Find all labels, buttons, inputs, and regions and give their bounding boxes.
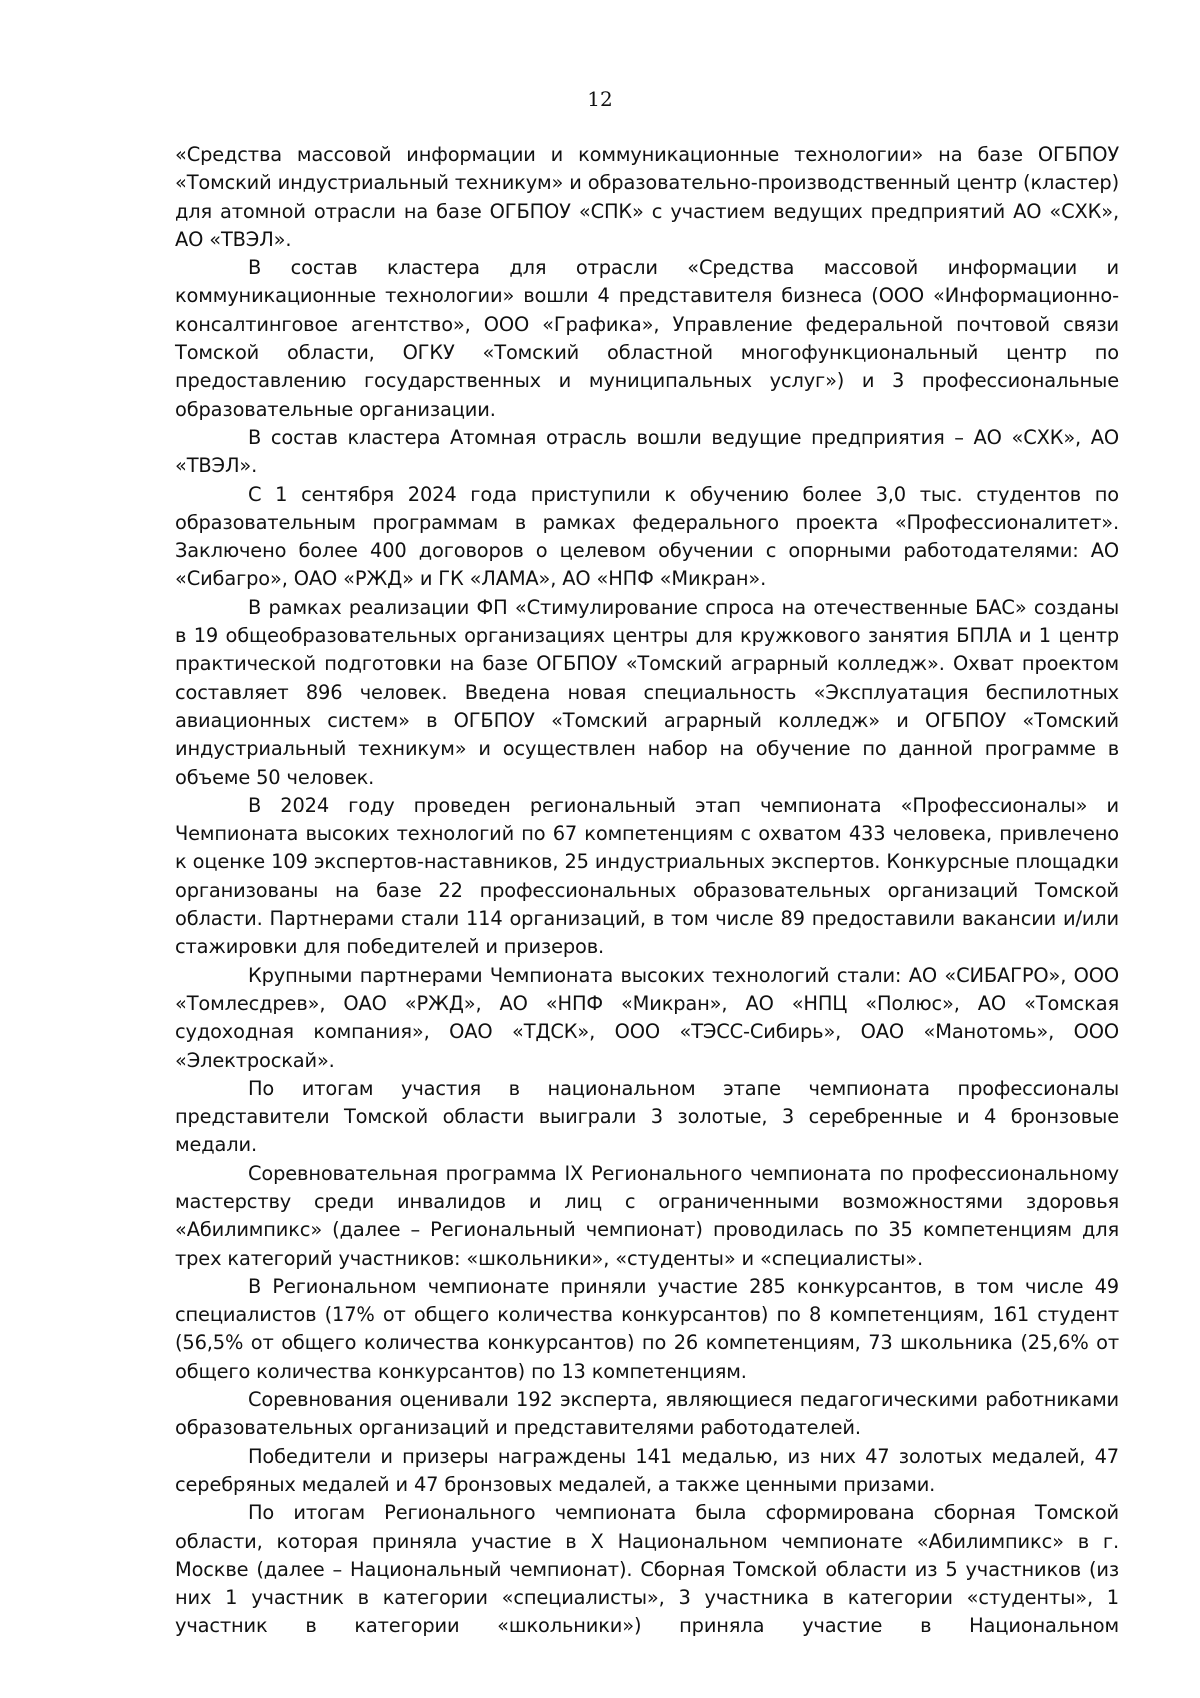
paragraph-abilympics-participants: В Региональном чемпионате приняли участие 285 конкурсантов, в том числе 49 специалистов (17% от общего количества конкурсантов) по 8 компетенциям, 161 студент (56,5% от общего количества конкурсантов) по 26 компетенциям, 73 школьника (25,6% от общего количества конкурсантов) по 13 компетенциям. bbox=[175, 1274, 1119, 1383]
paragraph-national-results: По итогам участия в национальном этапе чемпионата профессионалы представители Томской области выиграли 3 золотые, 3 серебренные и 4 бронзовые медали. bbox=[175, 1076, 1119, 1157]
paragraph-media-cluster-members: В состав кластера для отрасли «Средства массовой информации и коммуникационные технологии» вошли 4 представителя бизнеса (ООО «Информационно-консалтинговое агентство», ООО «Графика», Управление федеральной почтовой связи Томской области, ОГКУ «Томский областной многофункциональный центр по предоставлению государственных и муниципальных услуг») и 3 профессиональные образовательные организации. bbox=[175, 256, 1119, 421]
paragraph-abilympics-program: Соревновательная программа IX Регионального чемпионата по профессиональному мастерству среди инвалидов и лиц с ограниченными возможностями здоровья «Абилимпикс» (далее – Региональный чемпионат) проводилась по 35 компетенциям для трех категорий участников: «школьники», «студенты» и «специалисты». bbox=[175, 1161, 1119, 1270]
paragraph-national-team: По итогам Регионального чемпионата была сформирована сборная Томской области, которая приняла участие в X Национальном чемпионате «Абилимпикс» в г. Москве (далее – Национальный чемпионат). Сборная Томской области из 5 участников (из них 1 участник в категории «специалисты», 3 участника в категории «студенты», 1 участник в категории «школьники») приняла участие в Национальном bbox=[175, 1501, 1119, 1638]
paragraph-drone-project: В рамках реализации ФП «Стимулирование спроса на отечественные БАС» созданы в 19 общеобразовательных организациях центры для кружкового занятия БПЛА и 1 центр практической подготовки на базе ОГБПОУ «Томский аграрный колледж». Охват проектом составляет 896 человек. Введена новая специальность «Эксплуатация беспилотных авиационных систем» в ОГБПОУ «Томский аграрный колледж» и ОГБПОУ «Томский индустриальный техникум» и осуществлен набор на обучение по данной программе в объеме 50 человек. bbox=[175, 595, 1119, 789]
paragraph-medals: Победители и призеры награждены 141 медалью, из них 47 золотых медалей, 47 серебряных медалей и 47 бронзовых медалей, а также ценными призами. bbox=[175, 1444, 1119, 1496]
paragraph-media-cluster-continuation: «Средства массовой информации и коммуникационные технологии» на базе ОГБПОУ «Томский индустриальный техникум» и образовательно-производственный центр (кластер) для атомной отрасли на базе ОГБПОУ «СПК» с участием ведущих предприятий АО «СХК», АО «ТВЭЛ». bbox=[175, 143, 1119, 251]
body-text bbox=[175, 141, 1119, 1641]
paragraph-nuclear-cluster: В состав кластера Атомная отрасль вошли ведущие предприятия – АО «СХК», АО «ТВЭЛ». bbox=[175, 425, 1119, 478]
paragraph-championship-partners: Крупными партнерами Чемпионата высоких технологий стали: АО «СИБАГРО», ООО «Томлесдрев», ОАО «РЖД», АО «НПФ «Микран», АО «НПЦ «Полюс», АО «Томская судоходная компания», ОАО «ТДСК», ООО «ТЭСС-Сибирь», ОАО «Манотомь», ООО «Электроскай». bbox=[175, 963, 1119, 1072]
paragraph-regional-championship: В 2024 году проведен региональный этап чемпионата «Профессионалы» и Чемпионата высоких технологий по 67 компетенциям с охватом 433 человека, привлечено к оценке 109 экспертов-наставников, 25 индустриальных экспертов. Конкурсные площадки организованы на базе 22 профессиональных образовательных организаций Томской области. Партнерами стали 114 организаций, в том числе 89 предоставили вакансии и/или стажировки для победителей и призеров. bbox=[175, 793, 1119, 959]
paragraph-experts: Соревнования оценивали 192 эксперта, являющиеся педагогическими работниками образовательных организаций и представителями работодателей. bbox=[175, 1388, 1119, 1440]
page-number: 12 bbox=[587, 87, 613, 111]
paragraph-professionalitet-students: С 1 сентября 2024 года приступили к обучению более 3,0 тыс. студентов по образовательным программам в рамках федерального проекта «Профессионалитет». Заключено более 400 договоров о целевом обучении с опорными работодателями: АО «Сибагро», ОАО «РЖД» и ГК «ЛАМА», АО «НПФ «Микран». bbox=[175, 482, 1119, 591]
